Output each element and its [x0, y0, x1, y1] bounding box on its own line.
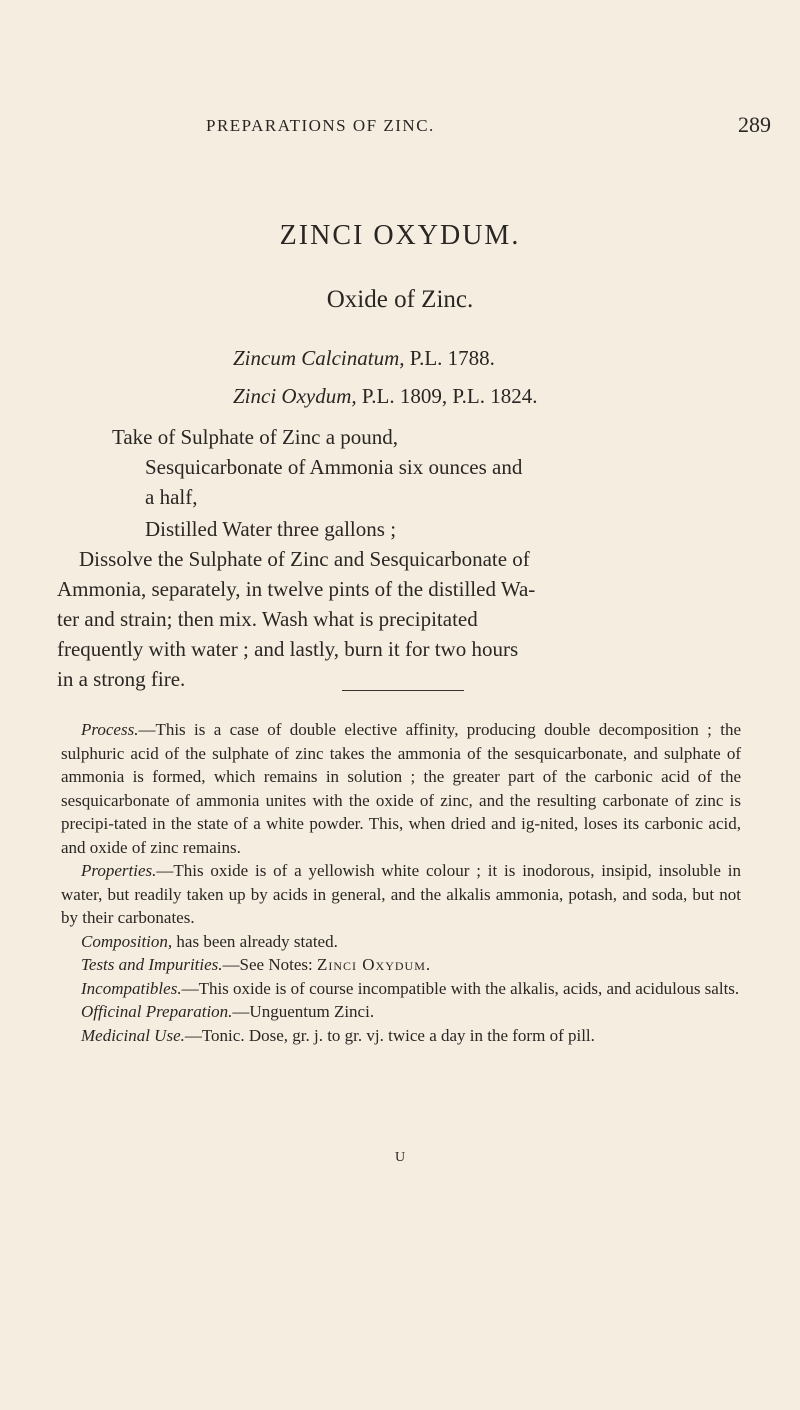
- recipe-line: in a strong fire.: [57, 667, 186, 691]
- incompatibles-text: —This oxide is of course incompatible with the alkalis, acids, and acidulous salts.: [181, 978, 740, 998]
- synonym-line: [233, 384, 538, 409]
- section-divider: [342, 690, 464, 691]
- incompatibles-note: [61, 977, 741, 1001]
- properties-note: [61, 859, 741, 930]
- section-subtitle: Oxide of Zinc.: [326, 286, 474, 313]
- tests-label: Tests and Impurities.: [81, 955, 223, 974]
- officinal-label: Officinal Preparation.: [81, 1002, 233, 1021]
- properties-text: —This oxide is of a yellowish white colour ; it is inodorous, insipid, insoluble in water, but readily taken up by acids in general, and the alkalis ammonia, potash, and soda, but not by their carbonates.: [61, 861, 741, 927]
- process-text: —This is a case of double elective affinity, producing double decomposition ; the sulphuric acid of the sulphate of zinc takes the ammonia of the sesquicarbonate, and sulphate of ammonia is formed, which remains in solution ; the greater part of the carbonic acid of the sesquicarbonate of ammonia unites with the oxide of zinc, and the resulting carbonate of zinc is precipi-tated in the state of a white powder. This, when dried and ig-nited, loses its carbonic acid, and oxide of zinc remains.: [61, 720, 741, 857]
- composition-label: Composition,: [81, 931, 173, 951]
- composition-note: [61, 930, 741, 954]
- notes-block: [61, 718, 741, 1047]
- tests-text: —See Notes:: [222, 955, 317, 974]
- recipe-line: Take of Sulphate of Zinc a pound,: [112, 425, 399, 449]
- recipe-line: Sesquicarbonate of Ammonia six ounces and: [145, 455, 523, 479]
- synonym-ref: P.L. 1788.: [404, 346, 495, 370]
- properties-label: Properties.: [81, 861, 157, 880]
- synonym-line: [233, 346, 495, 371]
- recipe-line: Dissolve the Sulphate of Zinc and Sesquicarbonate of: [79, 547, 530, 571]
- signature-mark: U: [394, 1150, 406, 1165]
- page-number: 289: [738, 112, 771, 137]
- medicinal-text: —Tonic. Dose, gr. j. to gr. vj. twice a day in the form of pill.: [184, 1025, 595, 1045]
- synonym-name: Zincum Calcinatum,: [233, 346, 405, 370]
- process-label: Process.: [81, 720, 139, 739]
- medicinal-note: [61, 1024, 741, 1048]
- running-head: [0, 112, 800, 142]
- officinal-note: [61, 1000, 741, 1024]
- incompatibles-label: Incompatibles.: [81, 978, 182, 998]
- recipe-line: frequently with water ; and lastly, burn it for two hours: [57, 637, 519, 661]
- synonym-name: Zinci Oxydum,: [233, 384, 357, 408]
- running-head-title: PREPARATIONS OF ZINC.: [206, 116, 435, 135]
- tests-note: [61, 953, 741, 977]
- section-title: ZINCI OXYDUM.: [279, 220, 521, 251]
- recipe-line: Ammonia, separately, in twelve pints of the distilled Wa-: [57, 577, 536, 601]
- recipe-line: Distilled Water three gallons ;: [145, 517, 397, 541]
- tests-ref: Zinci Oxydum.: [316, 955, 432, 974]
- recipe-line: a half,: [145, 485, 198, 509]
- officinal-text: —Unguentum Zinci.: [232, 1002, 375, 1021]
- process-note: [61, 718, 741, 859]
- synonym-ref: P.L. 1809, P.L. 1824.: [356, 384, 538, 408]
- medicinal-label: Medicinal Use.: [81, 1025, 185, 1045]
- composition-text: has been already stated.: [172, 931, 338, 951]
- recipe-line: ter and strain; then mix. Wash what is precipitated: [57, 607, 478, 631]
